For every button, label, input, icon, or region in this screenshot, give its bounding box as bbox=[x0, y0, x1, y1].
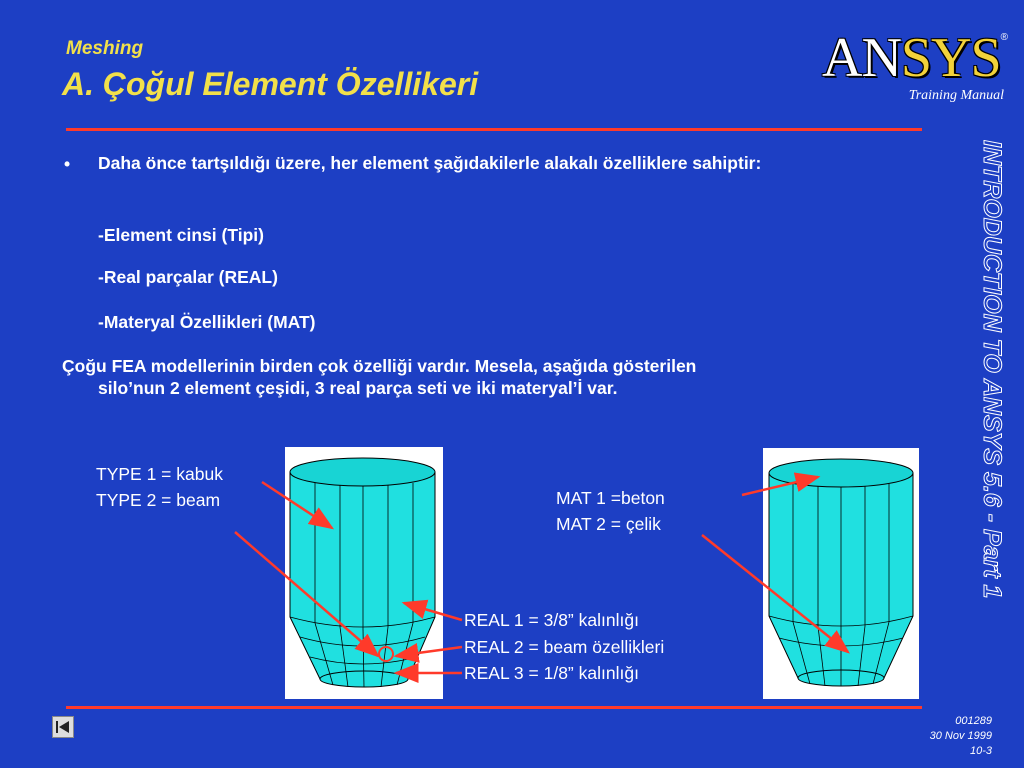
previous-arrow-icon bbox=[53, 717, 73, 737]
logo-registered-mark: ® bbox=[1000, 32, 1008, 43]
document-date: 30 Nov 1999 bbox=[929, 730, 992, 742]
real-label: REAL 2 = beam özellikleri bbox=[464, 637, 665, 657]
bullet-icon: • bbox=[64, 154, 71, 174]
type-label: TYPE 1 = kabuk bbox=[96, 464, 223, 484]
document-id: 001289 bbox=[955, 715, 992, 727]
arrow-real1 bbox=[404, 603, 462, 620]
arrow-type2 bbox=[235, 532, 378, 656]
logo-sys: SYS bbox=[900, 27, 1001, 89]
training-manual-label: Training Manual bbox=[908, 88, 1004, 103]
list-item: -Real parçalar (REAL) bbox=[98, 267, 278, 287]
logo-an: AN bbox=[822, 27, 901, 89]
page-title: A. Çoğul Element Özellikeri bbox=[62, 66, 479, 102]
type-label: TYPE 2 = beam bbox=[96, 490, 221, 510]
list-item: -Element cinsi (Tipi) bbox=[98, 225, 264, 245]
arrow-mat1 bbox=[742, 477, 818, 495]
sidebar-vertical-title bbox=[958, 140, 1018, 700]
real-label: REAL 1 = 3/8” kalınlığı bbox=[464, 610, 639, 630]
arrow-type1 bbox=[262, 482, 332, 528]
arrow-real2 bbox=[396, 647, 462, 656]
mat-label: MAT 1 =beton bbox=[556, 488, 665, 508]
list-item: -Materyal Özellikleri (MAT) bbox=[98, 312, 316, 332]
example-paragraph-line2: silo’nun 2 element çeşidi, 3 real parça seti ve iki materyal’İ var. bbox=[98, 378, 618, 398]
previous-slide-button[interactable] bbox=[52, 716, 74, 738]
real-label: REAL 3 = 1/8” kalınlığı bbox=[464, 663, 639, 683]
mat-label: MAT 2 = çelik bbox=[556, 514, 661, 534]
section-subtitle: Meshing bbox=[66, 38, 144, 59]
arrow-mat2 bbox=[702, 535, 848, 652]
beam-highlight-circle bbox=[379, 647, 393, 661]
sidebar-text: INTRODUCTION TO ANSYS 5.6 - Part 1 bbox=[978, 140, 1006, 599]
intro-paragraph: Daha önce tartşıldığı üzere, her element şağıdakilerle alakalı özelliklere sahiptir: bbox=[98, 153, 762, 173]
page-number: 10-3 bbox=[969, 745, 992, 757]
example-paragraph-line1: Çoğu FEA modellerinin birden çok özelliği vardır. Mesela, aşağıda gösterilen bbox=[62, 356, 697, 376]
footer-divider bbox=[66, 706, 922, 709]
